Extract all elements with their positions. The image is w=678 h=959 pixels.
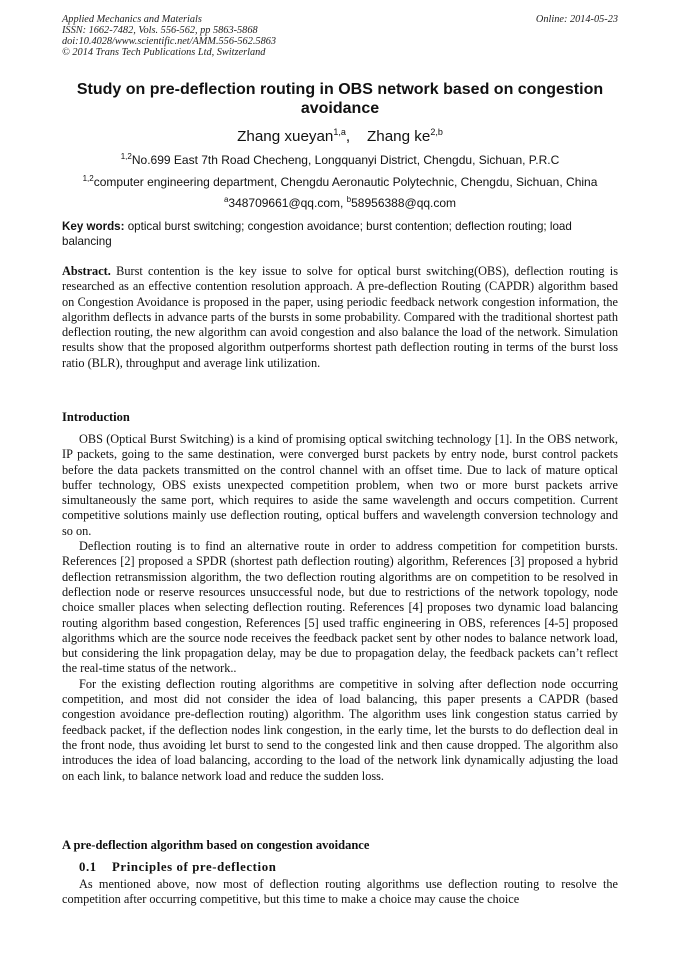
- journal-header: [62, 14, 618, 58]
- online-date: Online: 2014-05-23: [535, 14, 618, 25]
- email-a-sup: a: [223, 195, 229, 204]
- affiliation-1-text: No.699 East 7th Road Checheng, Longquanyi District, Chengdu, Sichuan, P.R.C: [131, 153, 560, 167]
- keywords-text: optical burst switching; congestion avoidance; burst contention; deflection routing; load balancing: [62, 220, 572, 248]
- keywords: [62, 219, 618, 249]
- introduction-body: [62, 432, 618, 784]
- journal-doi: doi:10.4028/www.scientific.net/AMM.556-562.5863: [62, 36, 277, 47]
- journal-copyright: © 2014 Trans Tech Publications Ltd, Switzerland: [62, 47, 266, 58]
- email-line: [62, 193, 618, 210]
- author-1-name: Zhang xueyan: [237, 128, 334, 146]
- email-b: 58956388@qq.com: [351, 196, 457, 210]
- keywords-label: Key words:: [62, 220, 125, 233]
- journal-issn: ISSN: 1662-7482, Vols. 556-562, pp 5863-5868: [62, 25, 258, 36]
- author-2-name: Zhang ke: [367, 128, 431, 146]
- author-line: Zhang xueyan$^{1,a}$, Zhang ke$^{2,b}$: [237, 127, 443, 146]
- author-2-sup: 2,b: [430, 127, 443, 137]
- affiliation-2: [62, 172, 618, 189]
- intro-paragraph-2: Deflection routing is to find an alternative route in order to address competition for competition bursts. References [2] proposed a SPDR (shortest path deflection routing) algorithm, References [3] proposed a hybrid deflection retransmission algorithm, the two deflection routing algorithms are on competition to be resolved in deflection node or reserve resources unsuccessful node, but due to restrictions of the network topology, node choice smaller places when selecting deflection routing. References [4] proposes two dynamic load balancing routing algorithm based congestion, References [5] used traffic engineering in OBS, references [4-5] proposed algorithms which are the source node receives the feedback packet sent by other nodes to balance network load, but considering the link propagation delay, may be due to propagation delay, the feedback packets can’t reflect the real-time status of the network..: [62, 539, 618, 676]
- author-1-sup: 1,a: [333, 127, 346, 137]
- abstract-label: Abstract.: [62, 264, 111, 278]
- abstract: [62, 264, 618, 371]
- section-2-paragraph-1: As mentioned above, now most of deflection routing algorithms use deflection routing to resolve the competition after occurring competitive, but this time to make a choice may cause the choice: [62, 877, 618, 907]
- subsection-heading: [79, 860, 276, 875]
- email-b-sup: b: [346, 195, 352, 204]
- introduction-heading: Introduction: [62, 410, 130, 424]
- affiliation-1-sup: 1,2: [120, 152, 132, 161]
- affiliation-2-text: computer engineering department, Chengdu Aeronautic Polytechnic, Chengdu, Sichuan, China: [93, 175, 598, 189]
- intro-paragraph-3: For the existing deflection routing algorithms are competitive in solving after deflection node occurring competition, and most did not consider the idea of load balancing, this paper presents a CAPDR (based congestion avoidance pre-deflection routing) algorithm. The algorithm uses link congestion status carried by feedback packet, if the deflection nodes link congestion, in the early time, let the bursts to do deflection deal in the front node, thus avoiding let burst to send to the congested link and then cause dropped. The algorithm also introduces the idea of load balancing, according to the load of the network link dynamically adjusting the load on each link, to balance network load and reduce the sudden loss.: [62, 676, 618, 783]
- paper-title: Study on pre-deflection routing in OBS network based on congestion avoidance: [76, 81, 604, 117]
- section-2-heading: A pre-deflection algorithm based on congestion avoidance: [62, 838, 370, 852]
- affiliation-2-sup: 1,2: [82, 174, 94, 183]
- intro-paragraph-1: OBS (Optical Burst Switching) is a kind of promising optical switching technology [1]. In the OBS network, IP packets, going to the same destination, were converged burst packets by entry node, burst control packets before the data packets transmitted on the control channel with an offset time. Due to lack of mature optical buffer technology, OBS exists unexpected competition problem, when two or more burst packets arrive simultaneously the same port, which requires to aside the same wavelength and occurs competition. Current competitive solutions mainly use deflection routing, optical buffers and wavelength conversion technology and so on.: [62, 432, 618, 538]
- subsection-number: 0.1: [79, 860, 97, 874]
- section-2-body: [62, 877, 618, 908]
- affiliation-1: [62, 150, 618, 167]
- abstract-text: Burst contention is the key issue to solve for optical burst switching(OBS), deflection routing is researched as an effective contention resolution approach. A pre-deflection Routing (CAPDR) algorithm based on Congestion Avoidance is proposed in the paper, using periodic feedback network congestion information, the algorithm deflects in advance parts of the bursts in some probability. Compared with the traditional shortest path deflection routing, the new algorithm can avoid congestion and also balance the load of the network. Simulation results show that the proposed algorithm outperforms shortest path deflection routing in terms of the burst loss ratio (BLR), throughput and average link utilization.: [62, 264, 618, 370]
- journal-name: Applied Mechanics and Materials: [62, 14, 202, 25]
- email-a: 348709661@qq.com,: [228, 196, 344, 210]
- subsection-title: Principles of pre-deflection: [112, 860, 277, 874]
